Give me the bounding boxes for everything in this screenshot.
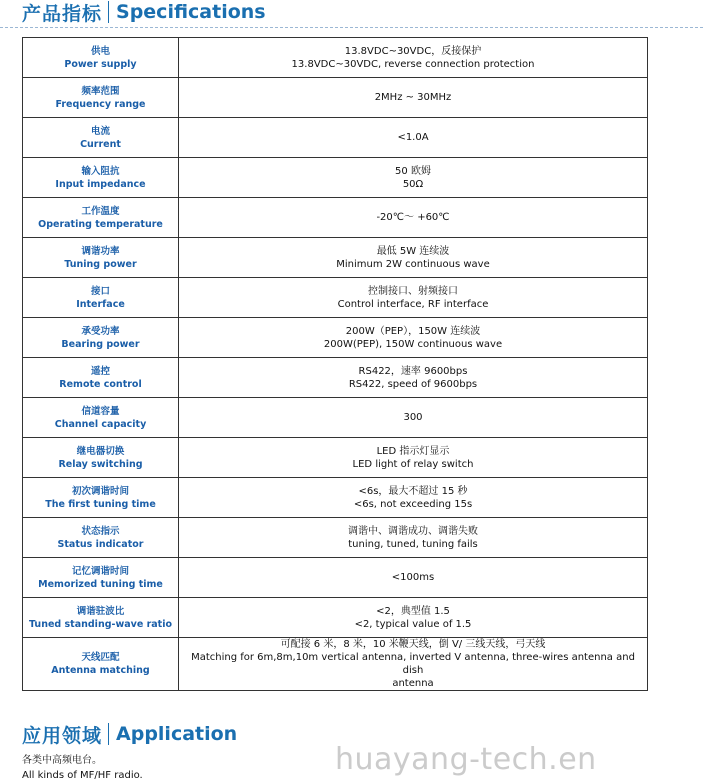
application-text-en: All kinds of MF/HF radio. [22,770,143,781]
table-row [23,78,648,118]
spec-label-cell [23,518,179,558]
spec-value-cell [179,38,648,78]
spec-label-cell [23,358,179,398]
spec-label-zh: 供电 [90,45,110,57]
spec-label-cell [23,158,179,198]
spec-label-cell [23,118,179,158]
spec-label-cell [23,398,179,438]
spec-value-cell [179,558,648,598]
table-row [23,478,648,518]
spec-value-line: Control interface, RF interface [337,298,489,310]
spec-value-line: <2，典型值 1.5 [376,605,450,617]
spec-label-cell [23,318,179,358]
spec-label-cell [23,198,179,238]
table-row [23,598,648,638]
spec-label-zh: 接口 [90,285,110,297]
application-heading-zh: 应用领域 [22,724,103,747]
table-row [23,398,648,438]
spec-label-cell [23,558,179,598]
spec-value-line: 200W(PEP), 150W continuous wave [323,338,503,350]
spec-value-cell [179,278,648,318]
spec-value-cell [179,478,648,518]
spec-label-en: Tuned standing-wave ratio [29,618,172,630]
spec-value-line: LED 指示灯显示 [376,445,450,457]
spec-value-line: tuning, tuned, tuning fails [348,538,478,550]
spec-value-cell [179,438,648,478]
table-row [23,38,648,78]
spec-label-zh: 调谐功率 [81,245,120,257]
spec-value-line: Minimum 2W continuous wave [336,258,490,270]
specifications-table [22,37,648,691]
spec-label-cell [23,638,179,691]
spec-label-cell [23,438,179,478]
watermark: huayang-tech.en [335,742,597,777]
spec-label-zh: 信道容量 [81,405,120,417]
spec-value-line: 200W（PEP），150W 连续波 [345,325,481,337]
spec-value-line: 13.8VDC~30VDC，反接保护 [344,45,482,57]
spec-label-en: Power supply [64,58,137,70]
table-row [23,438,648,478]
spec-label-cell [23,478,179,518]
spec-value-cell [179,358,648,398]
spec-label-zh: 工作温度 [81,205,120,217]
spec-label-en: Antenna matching [51,665,150,676]
spec-value-cell [179,198,648,238]
spec-label-zh: 电流 [90,125,110,137]
application-heading [22,722,237,746]
spec-value-line: LED light of relay switch [352,458,474,470]
heading-divider [108,1,109,23]
table-row [23,198,648,238]
spec-label-cell [23,38,179,78]
spec-label-zh: 继电器切换 [76,445,125,457]
spec-value-line: 最低 5W 连续波 [376,245,450,257]
spec-value-line: 可配接 6 米，8 米，10 米鞭天线，倒 V/ 三线天线，弓天线 [280,639,546,650]
spec-label-en: Status indicator [57,538,144,550]
spec-label-zh: 天线匹配 [81,652,120,663]
spec-value-line: <6s，最大不超过 15 秒 [358,485,468,497]
spec-value-line: RS422，速率 9600bps [358,365,468,377]
spec-label-zh: 记忆调谐时间 [71,565,129,577]
spec-value-line: antenna [392,678,434,689]
table-row [23,358,648,398]
specifications-heading-zh: 产品指标 [22,2,103,25]
spec-value-line: 300 [403,412,423,423]
spec-value-line: 调谐中、调谐成功、调谐失败 [348,525,478,537]
spec-value-cell [179,398,648,438]
spec-value-cell [179,78,648,118]
application-text-zh: 各类中高频电台。 [22,755,102,766]
spec-label-en: Operating temperature [38,218,163,230]
spec-label-en: Tuning power [64,258,137,270]
spec-label-cell [23,78,179,118]
spec-value-cell [179,518,648,558]
spec-value-line: <2, typical value of 1.5 [354,618,472,630]
table-row [23,318,648,358]
spec-label-en: Frequency range [55,98,146,110]
spec-value-line: Matching for 6m,8m,10m vertical antenna, inverted V antenna, three-wires antenna and dish [191,652,635,676]
spec-label-cell [23,598,179,638]
spec-label-en: Memorized tuning time [38,578,163,590]
spec-label-en: Remote control [59,378,142,390]
spec-label-en: Bearing power [61,338,140,350]
table-row [23,278,648,318]
spec-value-line: <6s, not exceeding 15s [353,498,473,510]
specifications-heading-en: Specifications [116,1,266,23]
application-text [22,753,143,783]
spec-value-cell [179,238,648,278]
spec-value-line: 13.8VDC~30VDC, reverse connection protection [291,58,535,70]
spec-label-cell [23,238,179,278]
spec-value-line: RS422, speed of 9600bps [348,378,478,390]
heading-divider [108,723,109,745]
spec-value-line: 控制接口、射频接口 [368,285,458,297]
spec-label-zh: 状态指示 [81,525,120,537]
spec-label-en: The first tuning time [45,498,156,510]
table-row [23,118,648,158]
specifications-heading [22,0,266,24]
spec-label-en: Input impedance [55,178,146,190]
spec-label-en: Interface [76,298,125,310]
spec-label-en: Channel capacity [54,418,147,430]
spec-value-cell [179,598,648,638]
table-row [23,238,648,278]
table-row [23,638,648,691]
spec-value-line: <100ms [391,572,435,583]
spec-value-line: 50 欧姆 [395,165,431,177]
spec-label-zh: 调谐驻波比 [76,605,125,617]
spec-label-cell [23,278,179,318]
spec-label-zh: 承受功率 [81,325,120,337]
spec-label-zh: 遥控 [90,365,110,377]
spec-label-zh: 频率范围 [81,85,120,97]
spec-value-cell [179,638,648,691]
table-row [23,558,648,598]
spec-value-line: <1.0A [397,132,429,143]
spec-label-zh: 初次调谐时间 [71,485,129,497]
spec-label-en: Current [80,138,121,150]
application-heading-en: Application [116,723,238,745]
table-row [23,518,648,558]
spec-value-cell [179,318,648,358]
spec-label-zh: 输入阻抗 [81,165,120,177]
spec-value-cell [179,118,648,158]
spec-value-line: 50Ω [402,178,424,190]
spec-value-line: 2MHz ~ 30MHz [374,92,452,103]
spec-label-en: Relay switching [58,458,143,470]
heading-rule [0,27,703,28]
table-row [23,158,648,198]
spec-value-line: -20℃～ +60℃ [376,212,450,223]
spec-value-cell [179,158,648,198]
